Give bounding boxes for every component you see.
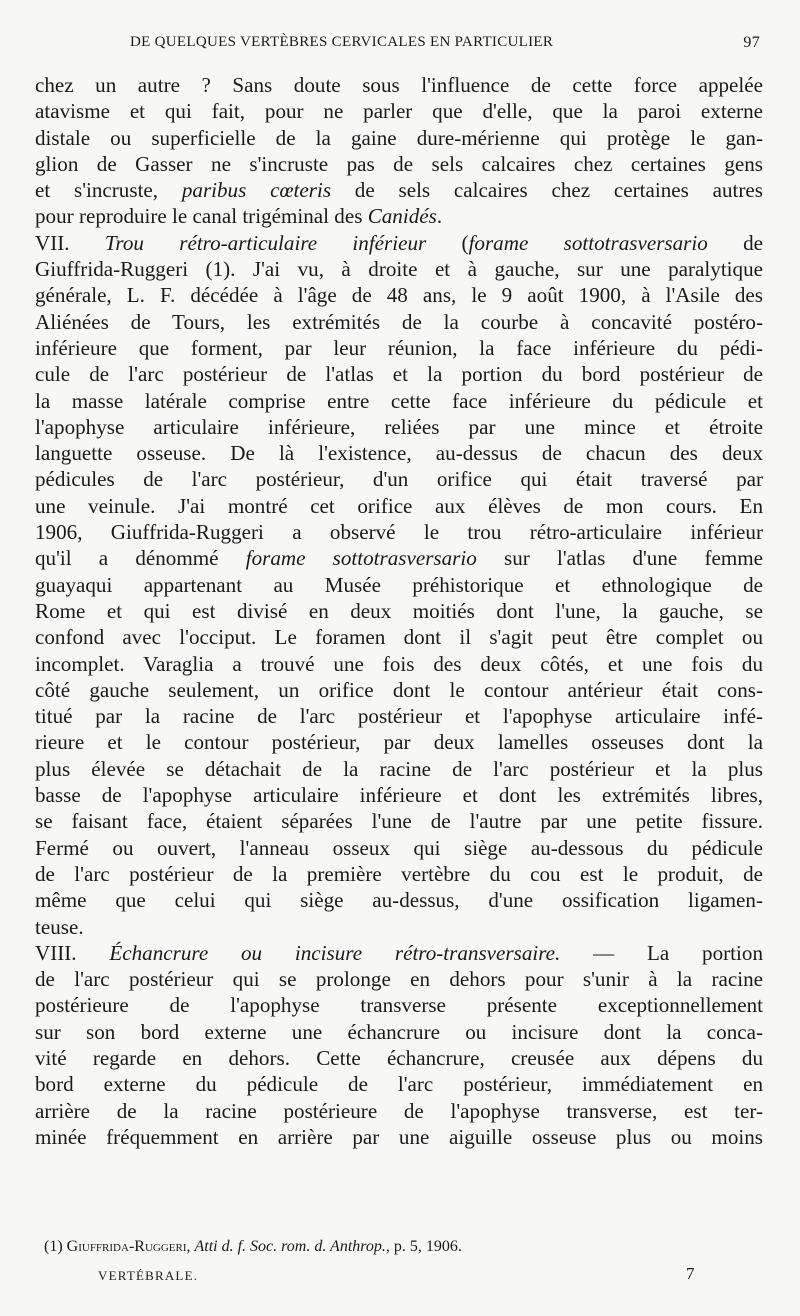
- text-segment: sur l'atlas d'une femme: [476, 546, 763, 571]
- text-line: [35, 125, 763, 151]
- text-segment: même que celui qui siège au-dessus, d'une ossification ligamen-: [35, 888, 763, 913]
- text-segment: postérieure de l'apophyse transverse présente exceptionnellement: [35, 993, 763, 1018]
- signature-number: 7: [686, 1264, 695, 1283]
- text-line: [35, 388, 763, 414]
- text-segment: — La portion: [560, 940, 763, 965]
- text-segment: basse de l'apophyse articulaire inférieure et dont les extrémités libres,: [35, 783, 763, 808]
- running-head: [130, 34, 760, 58]
- text-segment: Aliénées de Tours, les extrémités de la courbe à concavité postéro-: [35, 309, 763, 334]
- text-segment: générale, L. F. décédée à l'âge de 48 ans, le 9 août 1900, à l'Asile des: [35, 283, 763, 308]
- body-text: [35, 72, 763, 1150]
- text-segment: plus élevée se détachait de la racine de l'arc postérieur et la plus: [35, 756, 763, 781]
- footnote: [44, 1238, 462, 1256]
- text-line: [35, 1098, 763, 1124]
- text-line: [35, 466, 763, 492]
- text-segment: cule de l'arc postérieur de l'atlas et la portion du bord postérieur de: [35, 362, 763, 387]
- text-segment: distale ou superficielle de la gaine dure-mérienne qui protège le gan-: [35, 125, 763, 150]
- text-line: [35, 703, 763, 729]
- italic-text: forame sottotrasversario: [245, 546, 477, 571]
- text-line: [35, 992, 763, 1018]
- text-line: [35, 835, 763, 861]
- text-line: [35, 72, 763, 98]
- page-number: 97: [743, 34, 760, 51]
- text-segment: de: [707, 230, 763, 255]
- text-line: [35, 256, 763, 282]
- text-segment: pédicules de l'arc postérieur, d'un orifice qui était traversé par: [35, 467, 763, 492]
- text-line: [35, 651, 763, 677]
- text-segment: guayaqui appartenant au Musée préhistorique et ethnologique de: [35, 572, 763, 597]
- text-line: [35, 966, 763, 992]
- text-line: [35, 861, 763, 887]
- footnote-author: Giuffrida-Ruggeri: [66, 1238, 187, 1255]
- italic-text: forame sottotrasversario: [468, 230, 708, 255]
- text-segment: l'apophyse articulaire inférieure, reliées par une mince et étroite: [35, 414, 763, 439]
- text-segment: vité regarde en dehors. Cette échancrure, creusée aux dépens du: [35, 1045, 763, 1070]
- text-line: [35, 440, 763, 466]
- text-segment: une veinule. J'ai montré cet orifice aux élèves de mon cours. En: [35, 493, 763, 518]
- text-segment: Fermé ou ouvert, l'anneau osseux qui siège au-dessous du pédicule: [35, 835, 763, 860]
- text-segment: Rome et qui est divisé en deux moitiés dont l'une, la gauche, se: [35, 598, 763, 623]
- text-segment: côté gauche seulement, un orifice dont le contour antérieur était cons-: [35, 677, 763, 702]
- text-line: [35, 493, 763, 519]
- text-line: [35, 545, 763, 571]
- text-line: [35, 572, 763, 598]
- text-line: [35, 624, 763, 650]
- signature-mark: VERTÉBRALE.: [98, 1268, 199, 1283]
- text-line: [35, 414, 763, 440]
- text-segment: inférieure que forment, par leur réunion, la face inférieure du pédi-: [35, 335, 763, 360]
- text-line: [35, 361, 763, 387]
- text-line: [35, 1071, 763, 1097]
- text-segment: de l'arc postérieur de la première vertèbre du cou est le produit, de: [35, 861, 763, 886]
- text-line: [35, 729, 763, 755]
- text-segment: VIII.: [35, 940, 110, 965]
- text-line: [35, 887, 763, 913]
- text-segment: la masse latérale comprise entre cette face inférieure du pédicule et: [35, 388, 763, 413]
- footnote-journal: Atti d. f. Soc. rom. d. Anthrop.: [194, 1238, 386, 1255]
- italic-text: Trou rétro-articulaire inférieur: [104, 230, 427, 255]
- italic-text: paribus cœteris: [181, 178, 332, 203]
- text-line: [35, 335, 763, 361]
- text-line: [35, 151, 763, 177]
- text-segment: atavisme et qui fait, pour ne parler que d'elle, que la paroi externe: [35, 99, 763, 124]
- italic-text: Échancrure ou incisure rétro-transversaire.: [109, 940, 561, 965]
- text-line: [35, 1124, 763, 1150]
- text-segment: sur son bord externe une échancrure ou incisure dont la conca-: [35, 1019, 763, 1044]
- text-segment: languette osseuse. De là l'existence, au-dessus de chacun des deux: [35, 441, 763, 466]
- text-line: [35, 1019, 763, 1045]
- text-segment: de sels calcaires chez certaines autres: [331, 178, 763, 203]
- italic-text: Canidés: [367, 204, 437, 229]
- text-line: [35, 203, 763, 229]
- footnote-separator: ,: [186, 1238, 195, 1255]
- text-line: [35, 98, 763, 124]
- text-segment: VII.: [35, 230, 105, 255]
- text-line: [35, 598, 763, 624]
- text-segment: confond avec l'occiput. Le foramen dont il s'agit peut être complet ou: [35, 625, 763, 650]
- text-line: [35, 782, 763, 808]
- text-segment: et s'incruste,: [35, 178, 182, 203]
- text-line: [35, 677, 763, 703]
- text-line: [35, 177, 763, 203]
- text-line: [35, 230, 763, 256]
- text-line: [35, 756, 763, 782]
- text-segment: titué par la racine de l'arc postérieur et l'apophyse articulaire infé-: [35, 704, 763, 729]
- text-segment: glion de Gasser ne s'incruste pas de sels calcaires chez certaines gens: [35, 151, 763, 176]
- text-line: [35, 282, 763, 308]
- text-line: [35, 519, 763, 545]
- text-segment: Giuffrida-Ruggeri (1). J'ai vu, à droite et à gauche, sur une paralytique: [35, 257, 763, 282]
- text-segment: arrière de la racine postérieure de l'apophyse transverse, est ter-: [35, 1098, 763, 1123]
- text-segment: rieure et le contour postérieur, par deux lamelles osseuses dont la: [35, 730, 763, 755]
- footnote-reference: , p. 5, 1906.: [385, 1238, 462, 1255]
- text-line: [35, 309, 763, 335]
- text-segment: minée fréquemment en arrière par une aiguille osseuse plus ou moins: [35, 1124, 763, 1149]
- text-line: [35, 914, 763, 940]
- text-line: [35, 940, 763, 966]
- text-segment: 1906, Giuffrida-Ruggeri a observé le trou rétro-articulaire inférieur: [35, 520, 763, 545]
- text-line: [35, 808, 763, 834]
- text-segment: qu'il a dénommé: [35, 546, 246, 571]
- text-line: [35, 1045, 763, 1071]
- text-segment: bord externe du pédicule de l'arc postérieur, immédiatement en: [35, 1072, 763, 1097]
- footnote-marker: (1): [44, 1238, 67, 1255]
- running-head-title: DE QUELQUES VERTÈBRES CERVICALES EN PARTICULIER: [130, 34, 554, 50]
- text-segment: chez un autre ? Sans doute sous l'influence de cette force appelée: [35, 73, 763, 97]
- text-segment: de l'arc postérieur qui se prolonge en dehors pour s'unir à la racine: [35, 967, 763, 992]
- text-segment: pour reproduire le canal trigéminal des: [35, 204, 368, 229]
- text-segment: .: [436, 204, 443, 229]
- text-segment: se faisant face, étaient séparées l'une de l'autre par une petite fissure.: [35, 809, 763, 834]
- text-segment: teuse.: [35, 914, 84, 939]
- text-segment: (: [426, 230, 469, 255]
- text-segment: incomplet. Varaglia a trouvé une fois des deux côtés, et une fois du: [35, 651, 763, 676]
